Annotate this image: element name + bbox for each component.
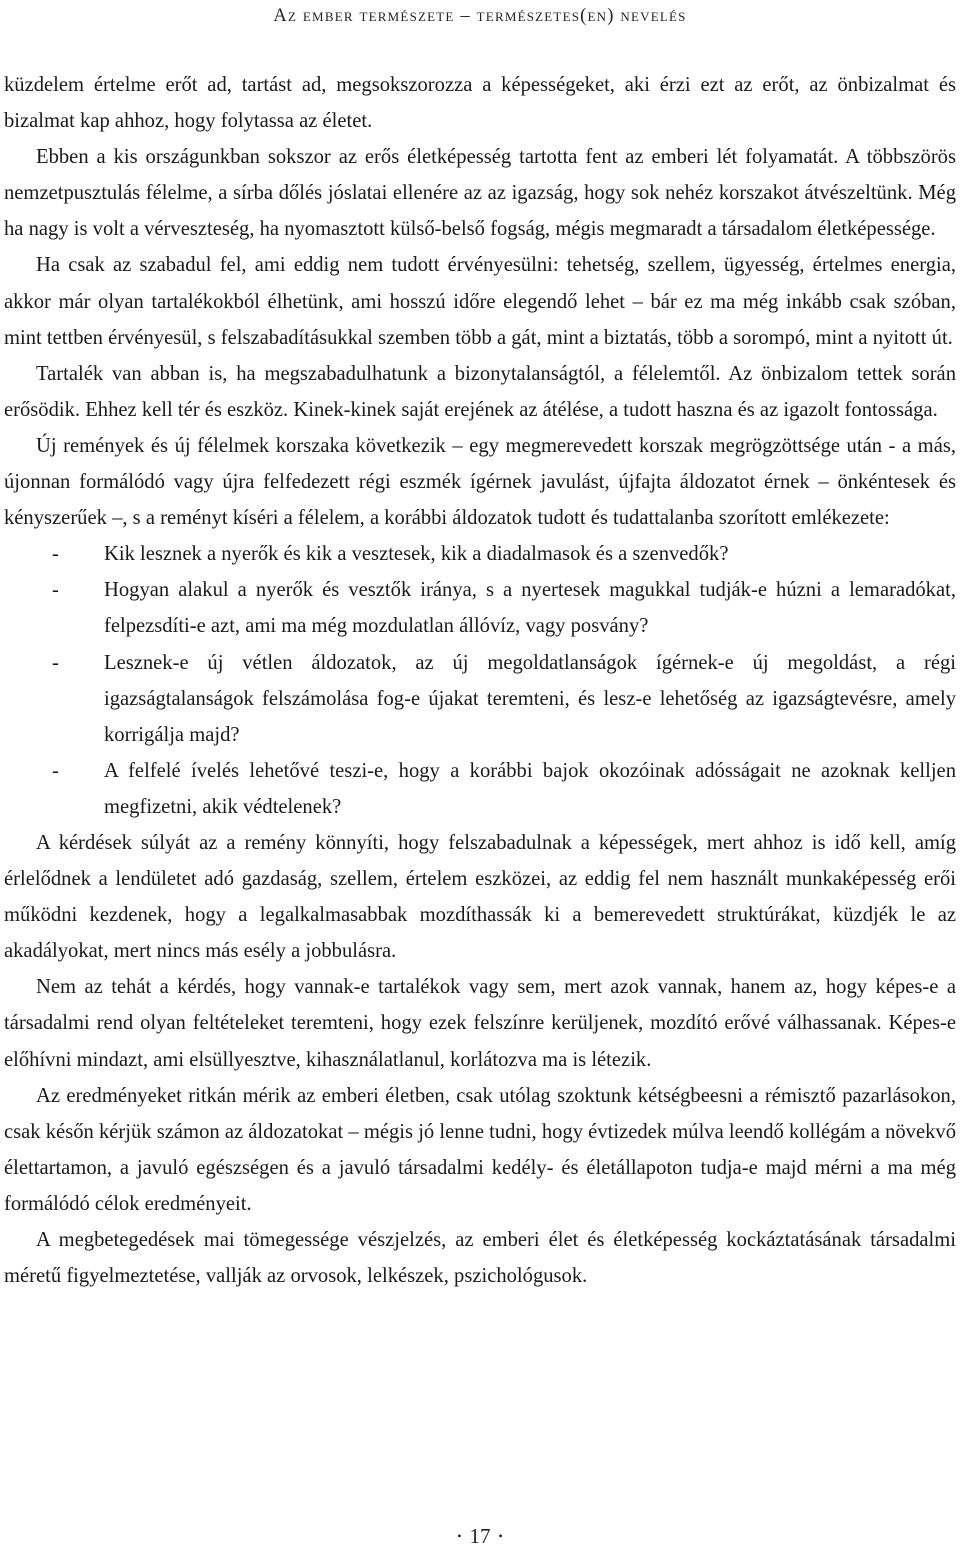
paragraph: Az eredményeket ritkán mérik az emberi életben, csak utólag szoktunk kétségbeesni a rémisztő pazarlásokon, csak későn kérjük számon az áldozatokat – mégis jó lenne tudni, hogy évtizedek múlva leendő kollégám a növekvő élettartamon, a javuló egészségen és a javuló társadalmi kedély- és életállapoton tudja-e majd mérni a ma még formálódó célok eredményeit. [4, 1084, 956, 1215]
list-item-text: Lesznek-e új vétlen áldozatok, az új megoldatlanságok ígérnek-e új megoldást, a régi igazságtalanságok felszámolása fog-e újakat teremteni, és lesz-e lehetőség az igazságtevésre, amely korrigálja majd? [104, 651, 956, 746]
list-item-text: Kik lesznek a nyerők és kik a vesztesek, kik a diadalmasok és a szenvedők? [104, 543, 729, 566]
body-text [4, 67, 956, 1294]
page-number: 17 [469, 1524, 491, 1548]
list-item-text: Hogyan alakul a nyerők és vesztők iránya, s a nyertesek magukkal tudják-e húzni a lemaradókat, felpezsdíti-e azt, ami ma még mozdulatlan állóvíz, vagy posvány? [104, 579, 956, 638]
paragraph: Tartalék van abban is, ha megszabadulhatunk a bizonytalanságtól, a félelemtől. Az önbizalom tettek során erősödik. Ehhez kell tér és eszköz. Kinek-kinek saját erejének az átélése, a tudott haszna és az igazolt fontossága. [4, 362, 956, 421]
paragraph: küzdelem értelme erőt ad, tartást ad, megsokszorozza a képességeket, aki érzi ezt az erőt, az önbizalmat és bizalmat kap ahhoz, hogy folytassa az életet. [4, 74, 956, 133]
list-item [4, 753, 956, 825]
list-marker: - [52, 651, 59, 674]
question-list [4, 536, 956, 825]
page-footer [0, 1524, 960, 1549]
paragraph: Ebben a kis országunkban sokszor az erős életképesség tartotta fent az emberi lét folyamatát. A többszörös nemzetpusztulás félelme, a sírba dőlés jóslatai ellenére az az igazság, hogy sok nehéz korszakot átvészeltünk. Még ha nagy is volt a vérveszteség, ha nyomasztott külső-belső fogság, mégis megmaradt a társadalom életképessége. [4, 146, 956, 241]
list-marker: - [52, 543, 59, 566]
paragraph: A megbetegedések mai tömegessége vészjelzés, az emberi élet és életképesség kockáztatásának társadalmi méretű figyelmeztetése, vallják az orvosok, lelkészek, pszichológusok. [4, 1229, 956, 1288]
list-item-text: A felfelé ívelés lehetővé teszi-e, hogy a korábbi bajok okozóinak adósságait ne azoknak kelljen megfizetni, akik védtelenek? [104, 759, 956, 818]
paragraph: Új remények és új félelmek korszaka következik – egy megmerevedett korszak megrögzöttsége után - a más, újonnan formálódó vagy újra felfedezett régi eszmék ígérnek javulást, újfajta áldozatot érnek – önkéntesek és kényszerűek –, s a reményt kíséri a félelem, a korábbi áldozatok tudott és tudattalanba szorított emlékezete: [4, 434, 956, 530]
running-head: Az ember természete – természetes(en) nevelés [273, 6, 687, 26]
list-item [4, 645, 956, 753]
paragraph: Ha csak az szabadul fel, ami eddig nem tudott érvényesülni: tehetség, szellem, ügyesség, értelmes energia, akkor már olyan tartalékokból élhetünk, ami hosszú időre elegendő lehet – bár ez ma még inkább csak szóban, mint tettben érvényesül, s felszabadításukkal szemben több a gát, mint a biztatás, több a sorompó, mint a nyitott út. [4, 254, 956, 349]
list-marker: - [52, 759, 59, 782]
paragraph: A kérdések súlyát az a remény könnyíti, hogy felszabadulnak a képességek, mert ahhoz is idő kell, amíg érlelődnek a lendületet adó gazdaság, szellem, értelem eszközei, az eddig fel nem használt munkaképesség erői működni kezdenek, hogy a legalkalmasabbak mozdíthassák ki a bemerevedett struktúrákat, küzdjék le az akadályokat, mert nincs más esély a jobbulásra. [4, 831, 956, 963]
list-item [4, 536, 956, 572]
ornament-bullet: • [498, 1528, 503, 1543]
list-marker: - [52, 579, 59, 602]
paragraph: Nem az tehát a kérdés, hogy vannak-e tartalékok vagy sem, mert azok vannak, hanem az, hogy képes-e a társadalmi rend olyan feltételeket teremteni, hogy ezek felszínre kerüljenek, mozdító erővé válhassanak. Képes-e előhívni mindazt, ami elsüllyesztve, kihasználatlanul, korlátozva ma is létezik. [4, 976, 956, 1071]
ornament-bullet: • [457, 1528, 462, 1543]
list-item [4, 572, 956, 644]
